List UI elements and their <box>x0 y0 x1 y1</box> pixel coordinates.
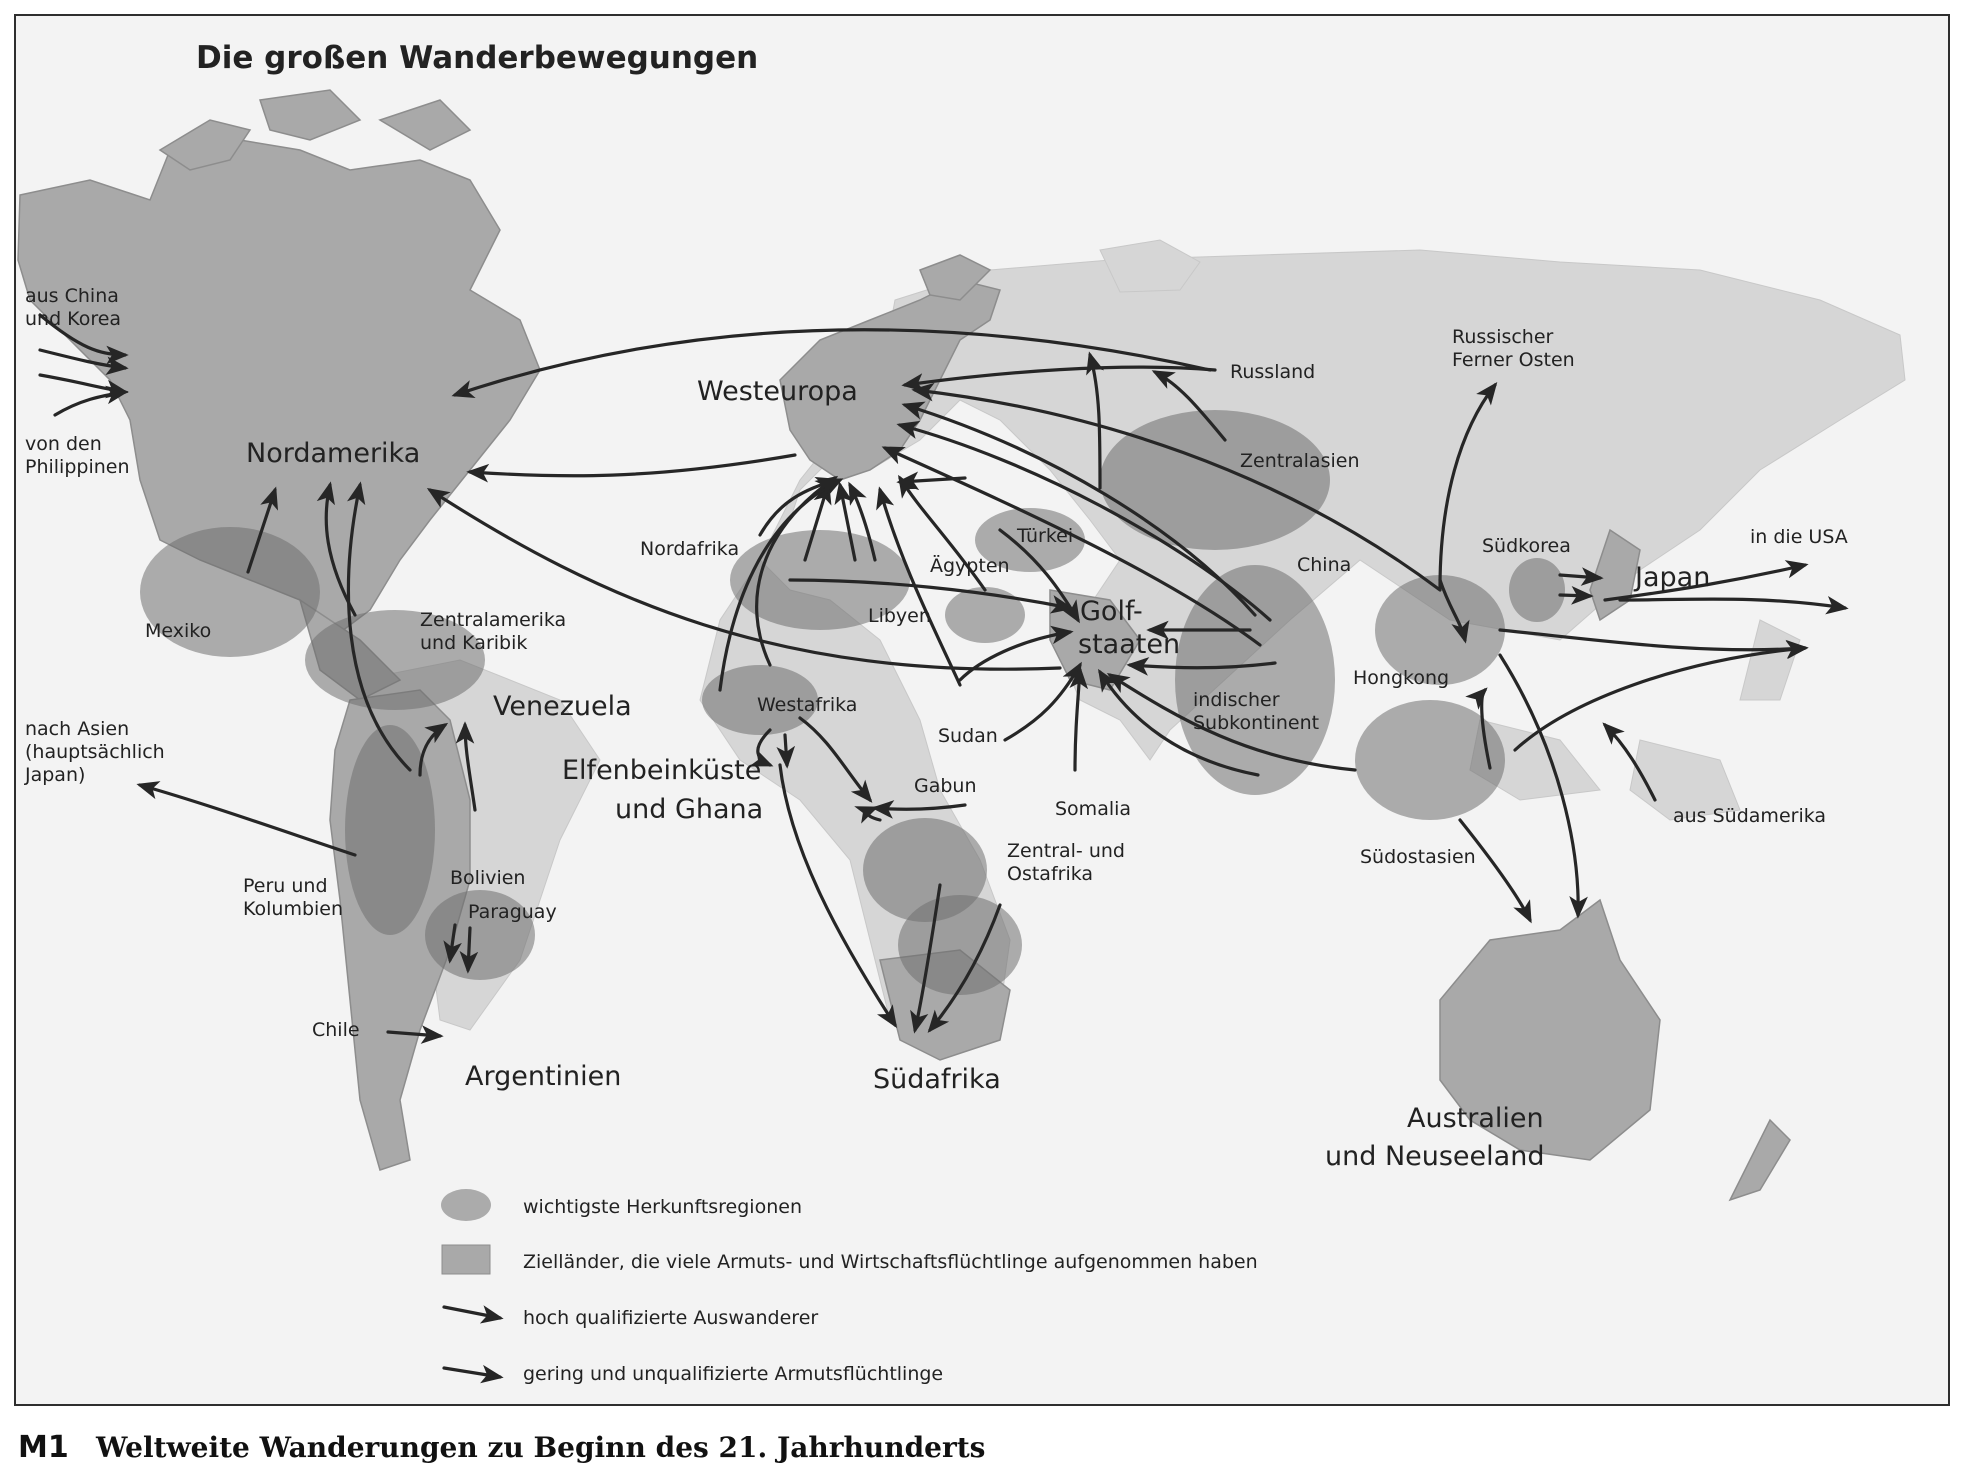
label-nordafrika: Nordafrika <box>640 538 740 560</box>
label-tuerkei: Türkei <box>1017 525 1074 547</box>
label-aegypten: Ägypten <box>930 555 1010 577</box>
legend-arrow-thin <box>444 1307 500 1318</box>
label-libyen: Libyen <box>868 605 931 627</box>
legend <box>441 1189 1258 1385</box>
label-gabun: Gabun <box>914 775 977 797</box>
arrow <box>55 392 125 415</box>
region-suedkorea <box>1509 558 1565 622</box>
arrow <box>1560 595 1590 596</box>
label-russland: Russland <box>1230 361 1316 383</box>
label-in-die-usa: in die USA <box>1750 526 1848 548</box>
label-westafrika: Westafrika <box>757 694 858 716</box>
destination-landmasses <box>18 90 1790 1200</box>
label-china: China <box>1297 554 1352 576</box>
caption-number: M1 <box>18 1430 69 1465</box>
label-indischer-subkontinent: indischer Subkontinent <box>1193 689 1320 734</box>
label-aus-suedamerika: aus Südamerika <box>1673 805 1827 827</box>
caption-text: Weltweite Wanderungen zu Beginn des 21. Jahrhunderts <box>96 1431 986 1464</box>
label-von-philippinen: von den Philippinen <box>25 433 130 478</box>
legend-destination-text: Zielländer, die viele Armuts- und Wirtschaftsflüchtlinge aufgenommen haben <box>523 1251 1258 1273</box>
label-venezuela: Venezuela <box>493 691 632 722</box>
label-zentralasien: Zentralasien <box>1240 450 1360 472</box>
legend-origin-swatch <box>441 1189 491 1221</box>
label-somalia: Somalia <box>1055 798 1132 820</box>
arrow <box>785 735 787 765</box>
map-title: Die großen Wanderbewegungen <box>196 40 759 76</box>
label-zentralamerika: Zentralamerika und Karibik <box>420 609 567 654</box>
label-westeuropa: Westeuropa <box>697 376 858 407</box>
label-nordamerika: Nordamerika <box>246 438 421 469</box>
arrow <box>140 785 355 855</box>
legend-origin-text: wichtigste Herkunftsregionen <box>523 1196 802 1218</box>
label-suedostasien: Südostasien <box>1360 846 1476 868</box>
region-zentralasien <box>1100 410 1330 550</box>
label-argentinien: Argentinien <box>465 1061 622 1092</box>
label-mexiko: Mexiko <box>145 620 212 642</box>
label-suedafrika: Südafrika <box>873 1064 1001 1095</box>
arrow <box>1620 599 1845 608</box>
label-suedkorea: Südkorea <box>1482 535 1571 557</box>
label-elfenbeinkueste: Elfenbeinküste und Ghana <box>562 755 764 825</box>
label-zentral-ostafrika: Zentral- und Ostafrika <box>1007 840 1125 885</box>
region-ostafrika-sued <box>898 895 1022 995</box>
label-australien: Australien und Neuseeland <box>1325 1103 1545 1172</box>
label-japan: Japan <box>1635 562 1711 593</box>
label-nach-asien: nach Asien (hauptsächlich Japan) <box>25 718 165 786</box>
legend-arrow-bold-text: gering und unqualifizierte Armutsflüchtlinge <box>523 1363 944 1385</box>
label-peru-kolumbien: Peru und Kolumbien <box>243 875 344 920</box>
label-chile: Chile <box>312 1019 360 1041</box>
legend-destination-swatch <box>442 1245 490 1274</box>
legend-arrow-bold <box>444 1368 500 1377</box>
label-russischer-ferner-osten: Russischer Ferner Osten <box>1452 326 1575 371</box>
arrow <box>468 928 470 970</box>
label-bolivien: Bolivien <box>450 867 526 889</box>
label-paraguay: Paraguay <box>468 901 557 923</box>
legend-arrow-thin-text: hoch qualifizierte Auswanderer <box>523 1307 819 1329</box>
label-hongkong: Hongkong <box>1353 667 1450 689</box>
arrow <box>470 455 795 476</box>
label-sudan: Sudan <box>938 725 998 747</box>
region-indischer-subkontinent <box>1175 565 1335 795</box>
arrow <box>1460 820 1530 920</box>
region-aegypten <box>945 587 1025 643</box>
label-aus-china-korea: aus China und Korea <box>25 285 122 330</box>
label-golfstaaten: Golf-staaten <box>1078 596 1181 660</box>
